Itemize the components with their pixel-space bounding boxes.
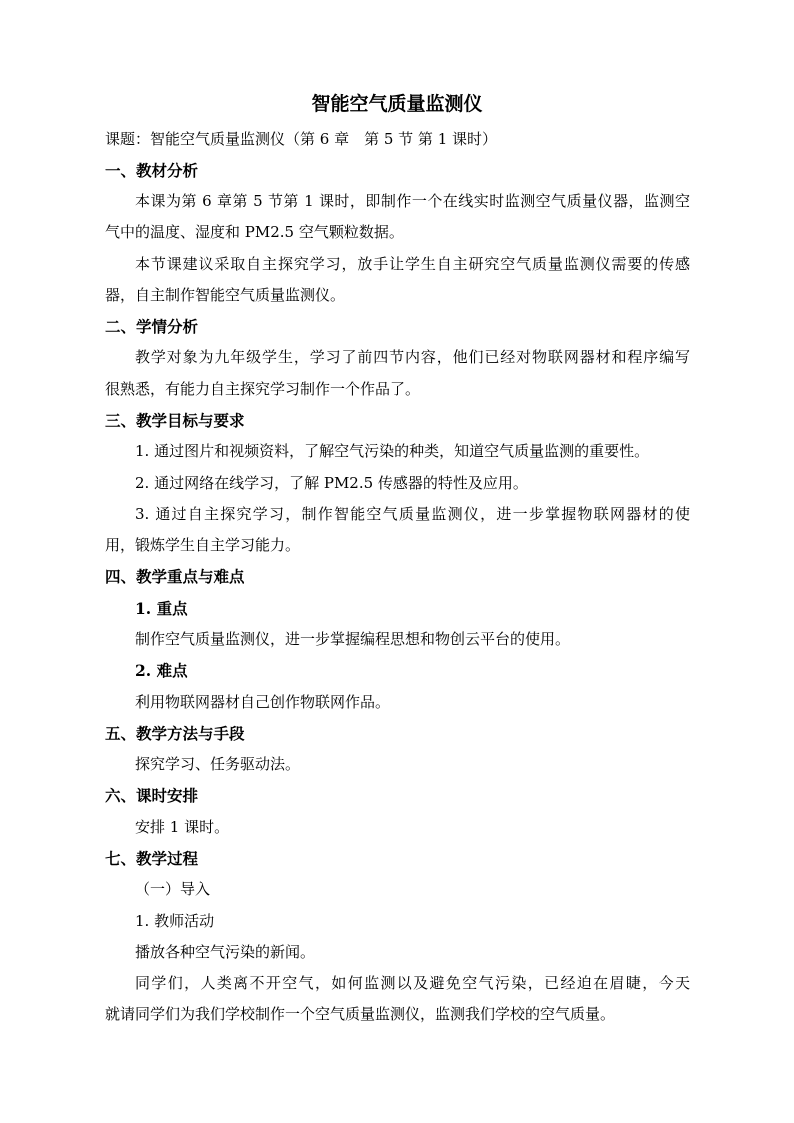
sub-heading: （一）导入 <box>135 880 211 898</box>
sub-heading: 1. 重点 <box>135 599 188 618</box>
section-heading-1: 一、教材分析 <box>105 161 199 180</box>
paragraph-line: 本课为第 6 章第 5 节第 1 课时，即制作一个在线实时监测空气质量仪器，监测空 <box>135 192 690 210</box>
paragraph-line: 安排 1 课时。 <box>135 818 230 836</box>
paragraph-line: 同学们，人类离不开空气，如何监测以及避免空气污染，已经迫在眉睫，今天 <box>135 974 690 992</box>
paragraph-line: 播放各种空气污染的新闻。 <box>135 943 316 961</box>
document-title: 智能空气质量监测仪 <box>311 93 483 115</box>
paragraph-line: 用，锻炼学生自主学习能力。 <box>105 536 301 554</box>
paragraph-line: 教学对象为九年级学生，学习了前四节内容，他们已经对物联网器材和程序编写 <box>135 348 690 366</box>
paragraph-line: 探究学习、任务驱动法。 <box>135 755 301 773</box>
paragraph-line: 利用物联网器材自己创作物联网作品。 <box>135 693 391 711</box>
section-heading-2: 二、学情分析 <box>105 317 199 336</box>
section-heading-7: 七、教学过程 <box>105 849 199 868</box>
paragraph-line: 气中的温度、湿度和 PM2.5 空气颗粒数据。 <box>105 223 404 241</box>
list-item: 1. 通过图片和视频资料，了解空气污染的种类，知道空气质量监测的重要性。 <box>135 442 650 460</box>
sub-heading: 2. 难点 <box>135 661 188 680</box>
section-heading-4: 四、教学重点与难点 <box>105 567 245 586</box>
paragraph-line: 器，自主制作智能空气质量监测仪。 <box>105 286 346 304</box>
paragraph-line: 制作空气质量监测仪，进一步掌握编程思想和物创云平台的使用。 <box>135 630 571 648</box>
list-item: 3. 通过自主探究学习，制作智能空气质量监测仪，进一步掌握物联网器材的使 <box>135 505 690 523</box>
paragraph-line: 很熟悉，有能力自主探究学习制作一个作品了。 <box>105 380 421 398</box>
paragraph-line: 本节课建议采取自主探究学习，放手让学生自主研究空气质量监测仪需要的传感 <box>135 255 690 273</box>
paragraph-line: 就请同学们为我们学校制作一个空气质量监测仪，监测我们学校的空气质量。 <box>105 1005 616 1023</box>
sub-heading: 1. 教师活动 <box>135 912 215 930</box>
section-heading-3: 三、教学目标与要求 <box>105 411 245 430</box>
section-heading-5: 五、教学方法与手段 <box>105 724 245 743</box>
section-heading-6: 六、课时安排 <box>105 786 199 805</box>
subject-line: 课题：智能空气质量监测仪（第 6 章 第 5 节 第 1 课时） <box>105 130 498 148</box>
list-item: 2. 通过网络在线学习，了解 PM2.5 传感器的特性及应用。 <box>135 474 528 492</box>
